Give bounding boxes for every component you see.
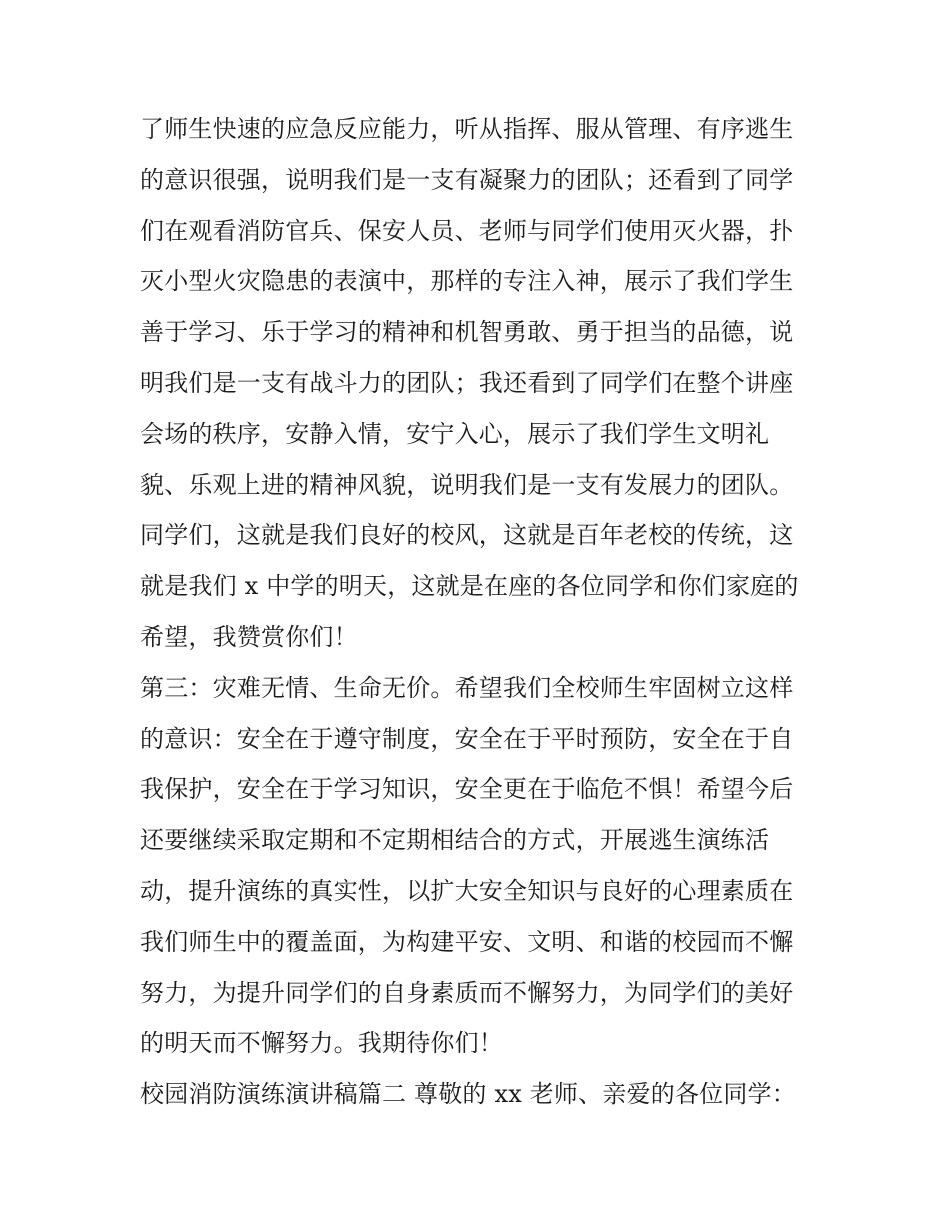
text-line: 的明天而不懈努力。我期待你们！ (140, 1029, 503, 1058)
text-line: 努力，为提升同学们的自身素质而不懈努力，为同学们的美好 (140, 978, 794, 1007)
text-line: 就是我们 x 中学的明天，这就是在座的各位同学和你们家庭的 (140, 572, 799, 601)
text-line: 校园消防演练演讲稿篇二 尊敬的 xx 老师、亲爱的各位同学： (140, 1080, 796, 1109)
text-line: 善于学习、乐于学习的精神和机智勇敢、勇于担当的品德，说 (140, 318, 794, 347)
text-line: 第三：灾难无情、生命无价。希望我们全校师生牢固树立这样 (140, 673, 794, 702)
text-line: 我们师生中的覆盖面，为构建平安、文明、和谐的校园而不懈 (140, 927, 794, 956)
text-line: 会场的秩序，安静入情，安宁入心，展示了我们学生文明礼 (140, 419, 770, 448)
text-line: 明我们是一支有战斗力的团队；我还看到了同学们在整个讲座 (140, 368, 794, 397)
text-line: 的意识：安全在于遵守制度，安全在于平时预防，安全在于自 (140, 724, 794, 753)
text-line: 同学们，这就是我们良好的校风，这就是百年老校的传统，这 (140, 521, 794, 550)
text-line: 貌、乐观上进的精神风貌，说明我们是一支有发展力的团队。 (140, 470, 794, 499)
text-line: 的意识很强，说明我们是一支有凝聚力的团队；还看到了同学 (140, 165, 794, 194)
text-line: 动，提升演练的真实性，以扩大安全知识与良好的心理素质在 (140, 876, 794, 905)
document-body (140, 104, 820, 1120)
text-line: 们在观看消防官兵、保安人员、老师与同学们使用灭火器，扑 (140, 216, 794, 245)
text-line: 灭小型火灾隐患的表演中，那样的专注入神，展示了我们学生 (140, 267, 794, 296)
text-line: 还要继续采取定期和不定期相结合的方式，开展逃生演练活 (140, 826, 770, 855)
text-line: 希望，我赞赏你们！ (140, 622, 358, 651)
text-line: 了师生快速的应急反应能力，听从指挥、服从管理、有序逃生 (140, 115, 794, 143)
text-line: 我保护，安全在于学习知识，安全更在于临危不惧！希望今后 (140, 775, 794, 804)
